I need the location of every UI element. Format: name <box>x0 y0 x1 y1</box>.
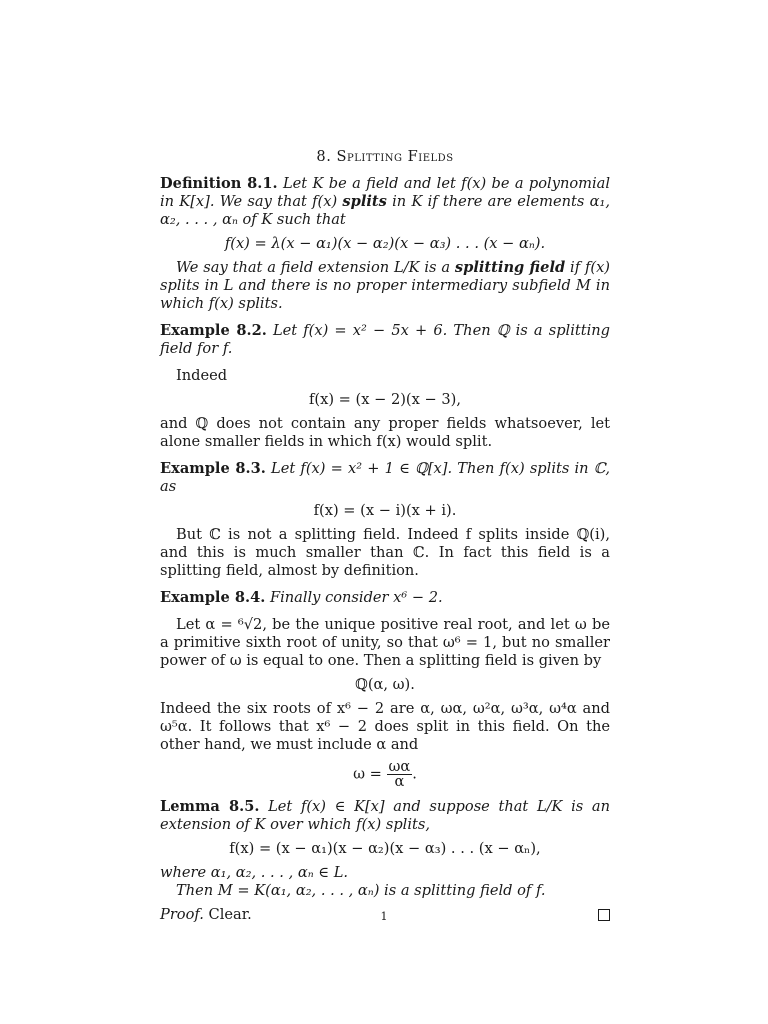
example-8-4-para1: Let α = ⁶√2, be the unique positive real root, and let ω be a primitive sixth root of unity, so that ω⁶ = 1, but no smaller power of ω is equal to one. Then a splitting field is given by <box>160 616 610 669</box>
omega-fraction <box>387 760 413 789</box>
section-title <box>160 148 610 166</box>
definition-label: Definition 8.1. <box>160 175 278 192</box>
definition-paragraph-2 <box>160 259 610 313</box>
definition-term-splits: splits <box>342 193 387 210</box>
lemma-text: Let f(x) ∈ K[x] and suppose that L/K is an extension of K over which f(x) splits, <box>160 798 611 833</box>
example-8-3-after: But ℂ is not a splitting field. Indeed f splits inside ℚ(i), and this is much smaller than ℂ. In fact this field is a splitting field, almost by definition. <box>160 526 610 579</box>
section-name: Splitting Fields <box>336 148 454 165</box>
definition-display-equation: f(x) = λ(x − α₁)(x − α₂)(x − α₃) . . . (x − αₙ). <box>224 235 546 252</box>
lemma-8-5 <box>160 798 610 834</box>
definition-8-1 <box>160 175 610 229</box>
example-8-2-indeed: Indeed <box>176 367 228 384</box>
example-8-3-display: f(x) = (x − i)(x + i). <box>313 502 457 519</box>
page-number: 1 <box>380 910 388 923</box>
example-8-2-after: and ℚ does not contain any proper fields whatsoever, let alone smaller fields in which f(x) would split. <box>160 415 610 450</box>
definition-text-a: Let K be a field and let f(x) be a polynomial in K[x]. We say that f(x) <box>160 175 611 210</box>
proof-label: Proof. <box>160 906 204 923</box>
example-8-2-text: Let f(x) = x² − 5x + 6. Then ℚ is a splitting field for f. <box>160 322 611 357</box>
example-8-4-display: ℚ(α, ω). <box>355 676 415 693</box>
fraction-numerator: ωα <box>388 758 411 775</box>
fraction-denominator: α <box>394 773 405 790</box>
example-8-3 <box>160 460 610 496</box>
omega-lhs: ω = <box>353 765 382 783</box>
definition-term-splitting-field: splitting field <box>454 259 566 276</box>
omega-period: . <box>412 765 417 783</box>
lemma-label: Lemma 8.5. <box>160 798 260 815</box>
page-body <box>160 148 610 924</box>
proof-text: Clear. <box>208 906 252 923</box>
example-8-4-omega-equation <box>160 760 610 789</box>
definition-para2-a: We say that a field extension L/K is a <box>176 259 455 276</box>
example-8-3-text: Let f(x) = x² + 1 ∈ ℚ[x]. Then f(x) splits in ℂ, as <box>160 460 611 495</box>
definition-text-b: in K if there are elements α₁, α₂, . . . , αₙ of K such that <box>160 193 610 228</box>
example-8-4 <box>160 589 610 607</box>
example-8-4-text: Finally consider x⁶ − 2. <box>269 589 443 606</box>
lemma-display: f(x) = (x − α₁)(x − α₂)(x − α₃) . . . (x − αₙ), <box>229 840 541 857</box>
example-8-4-label: Example 8.4. <box>160 589 266 606</box>
section-number: 8. <box>316 148 332 165</box>
definition-para2-b: if f(x) splits in L and there is no proper intermediary subfield M in which f(x) splits. <box>160 259 610 312</box>
lemma-then: Then M = K(α₁, α₂, . . . , αₙ) is a splitting field of f. <box>176 882 546 899</box>
example-8-2-display: f(x) = (x − 2)(x − 3), <box>309 391 461 408</box>
example-8-2 <box>160 322 610 358</box>
example-8-4-para2: Indeed the six roots of x⁶ − 2 are α, ωα, ω²α, ω³α, ω⁴α and ω⁵α. It follows that x⁶ − 2 does split in this field. On the other hand, we must include α and <box>160 700 610 753</box>
lemma-where: where α₁, α₂, . . . , αₙ ∈ L. <box>160 864 349 881</box>
example-8-3-label: Example 8.3. <box>160 460 266 477</box>
example-8-2-label: Example 8.2. <box>160 322 267 339</box>
